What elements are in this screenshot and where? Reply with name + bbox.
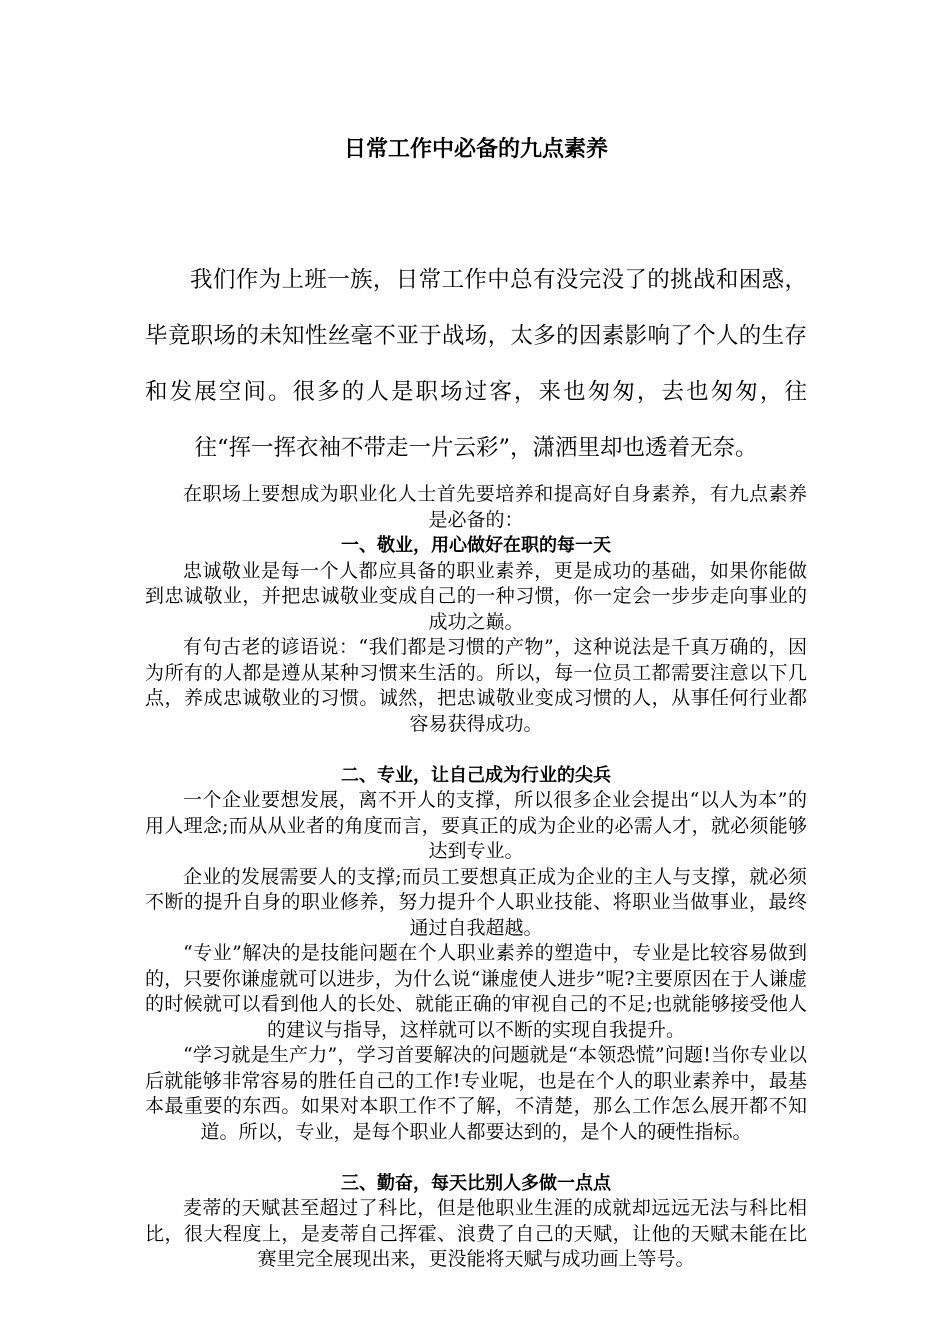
section-heading-2: 二、专业，让自己成为行业的尖兵 bbox=[341, 764, 611, 786]
document-body bbox=[145, 128, 807, 1273]
section-heading-1: 一、敬业，用心做好在职的每一天 bbox=[341, 535, 611, 556]
section-1-paragraph-2: 有句古老的谚语说：“我们都是习惯的产物”，这种说法是千真万确的，因为所有的人都是遵从某种习惯来生活的。所以，每一位员工都需要注意以下几点，养成忠诚敬业的习惯。诚然，把忠诚敬业变成习惯的人，从事任何行业都容易获得成功。 bbox=[145, 636, 807, 735]
section-2-paragraph-2: 企业的发展需要人的支撑;而员工要想真正成为企业的主人与支撑，就必须不断的提升自身的职业修养，努力提升个人职业技能、将职业当做事业，最终通过自我超越。 bbox=[145, 865, 807, 939]
section-2-paragraph-4: “学习就是生产力”，学习首要解决的问题就是“本领恐慌”问题!当你专业以后就能够非常容易的胜任自己的工作!专业呢，也是在个人的职业素养中，最基本最重要的东西。如果对本职工作不了解，不清楚，那么工作怎么展开都不知道。所以，专业，是每个职业人都要达到的，是个人的硬性指标。 bbox=[145, 1044, 807, 1143]
intro-paragraph-2: 在职场上要想成为职业化人士首先要培养和提高好自身素养，有九点素养是必备的： bbox=[183, 483, 807, 531]
section-3-paragraph-1: 麦蒂的天赋甚至超过了科比，但是他职业生涯的成就却远远无法与科比相比，很大程度上，是麦蒂自己挥霍、浪费了自己的天赋，让他的天赋未能在比赛里完全展现出来，更没能将天赋与成功画上等号。 bbox=[145, 1197, 807, 1270]
section-1-paragraph-1: 忠诚敬业是每一个人都应具备的职业素养，更是成功的基础，如果你能做到忠诚敬业，并把忠诚敬业变成自己的一种习惯，你一定会一步步走向事业的成功之巅。 bbox=[145, 559, 807, 633]
document-title: 日常工作中必备的九点素养 bbox=[343, 137, 608, 162]
section-2-paragraph-1: 一个企业要想发展，离不开人的支撑，所以很多企业会提出“以人为本”的用人理念;而从从业者的角度而言，要真正的成为企业的必需人才，就必须能够达到专业。 bbox=[145, 789, 807, 862]
section-2-paragraph-3: “专业”解决的是技能问题在个人职业素养的塑造中，专业是比较容易做到的，只要你谦虚就可以进步，为什么说“谦虚使人进步”呢?主要原因在于人谦虚的时候就可以看到他人的长处、就能正确的审视自己的不足;也就能够接受他人的建议与指导，这样就可以不断的实现自我提升。 bbox=[145, 942, 807, 1041]
intro-paragraph-1: 我们作为上班一族，日常工作中总有没完没了的挑战和困惑，毕竟职场的未知性丝毫不亚于战场，太多的因素影响了个人的生存和发展空间。很多的人是职场过客，来也匆匆，去也匆匆，往往“挥一挥衣袖不带走一片云彩”，潇洒里却也透着无奈。 bbox=[145, 267, 807, 461]
section-heading-3: 三、勤奋，每天比别人多做一点点 bbox=[341, 1172, 611, 1194]
